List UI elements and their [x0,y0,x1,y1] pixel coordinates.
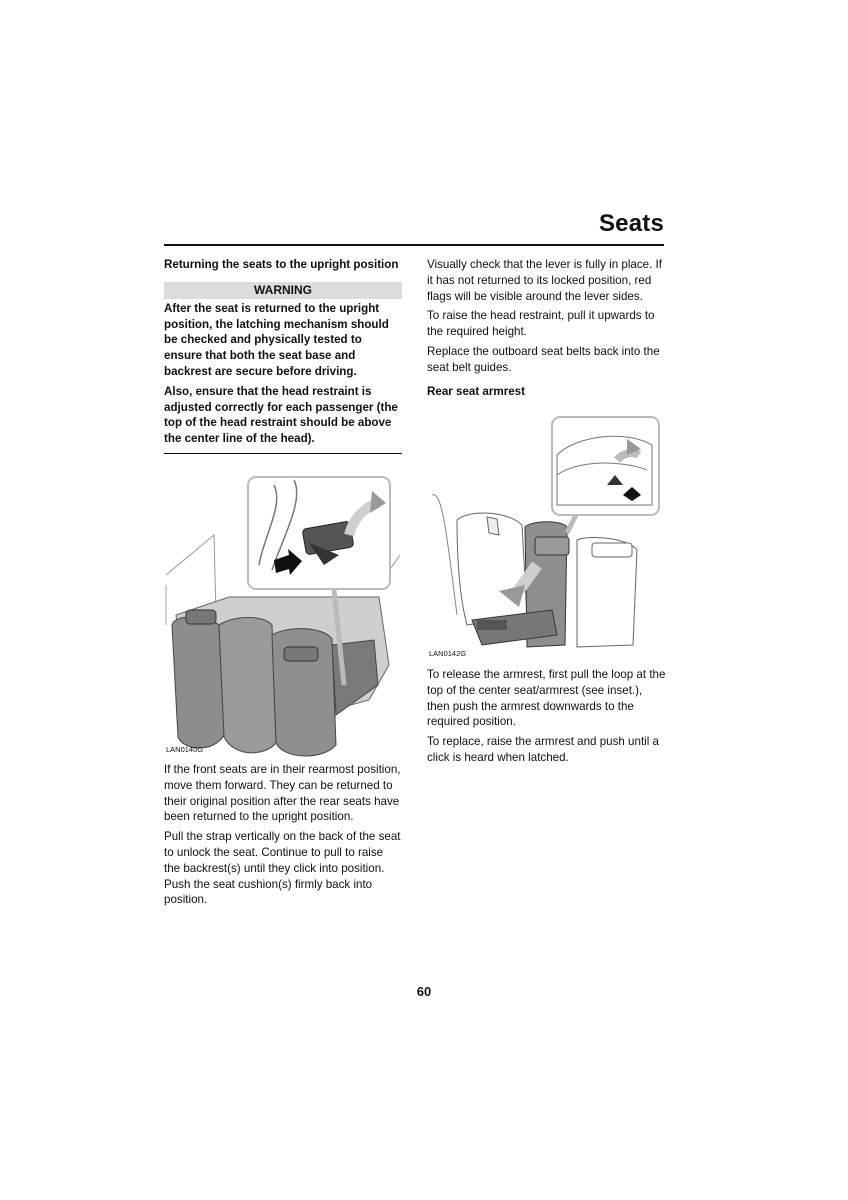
figure-label-lan0140g: LAN0140G [166,745,204,754]
warning-rule [164,453,402,454]
warning-paragraph: After the seat is returned to the upright position, the latching mechanism should be checked and physically tested to ensure that both the seat base and backrest are secure before driving. [164,301,389,378]
warning-box [164,301,402,447]
warning-paragraph: Also, ensure that the head restraint is adjusted correctly for each passenger (the top of the head restraint should be above the center line of the head). [164,384,398,446]
page-number: 60 [416,984,432,999]
body-paragraph: Visually check that the lever is fully in place. If it has not returned to its locked position, red flags will be visible around the lever sides. [427,258,662,303]
section-heading-armrest: Rear seat armrest [427,384,525,398]
title-rule [164,244,664,246]
rear-seat-illustration [164,475,402,760]
warning-label: WARNING [164,282,402,299]
body-paragraph: To release the armrest, first pull the loop at the top of the center seat/armrest (see inset.), then push the armrest downwards to the required position. [427,668,666,729]
body-paragraph: To raise the head restraint, pull it upwards to the required height. [427,309,655,339]
body-paragraph: To replace, raise the armrest and push until a click is heard when latched. [427,735,659,764]
figure-rear-seat-strap [164,475,402,760]
figure-rear-armrest [427,415,667,660]
left-column [164,257,402,454]
page-title: Seats [598,210,664,237]
body-paragraph: Replace the outboard seat belts back into the seat belt guides. [427,344,660,374]
figure-label-lan0142g: LAN0142G [429,649,467,658]
body-paragraph: Pull the strap vertically on the back of the seat to unlock the seat. Continue to pull to raise the backrest(s) until they click into position. Push the seat cushion(s) firmly back into position. [164,830,401,907]
right-column [427,257,667,408]
body-paragraph: If the front seats are in their rearmost position, move them forward. They can be returned to their original position after the rear seats have been returned to the upright position. [164,763,401,824]
armrest-illustration [427,415,667,660]
left-body-text [164,762,402,912]
right-body-text [427,667,667,770]
section-heading-upright: Returning the seats to the upright position [164,258,399,271]
